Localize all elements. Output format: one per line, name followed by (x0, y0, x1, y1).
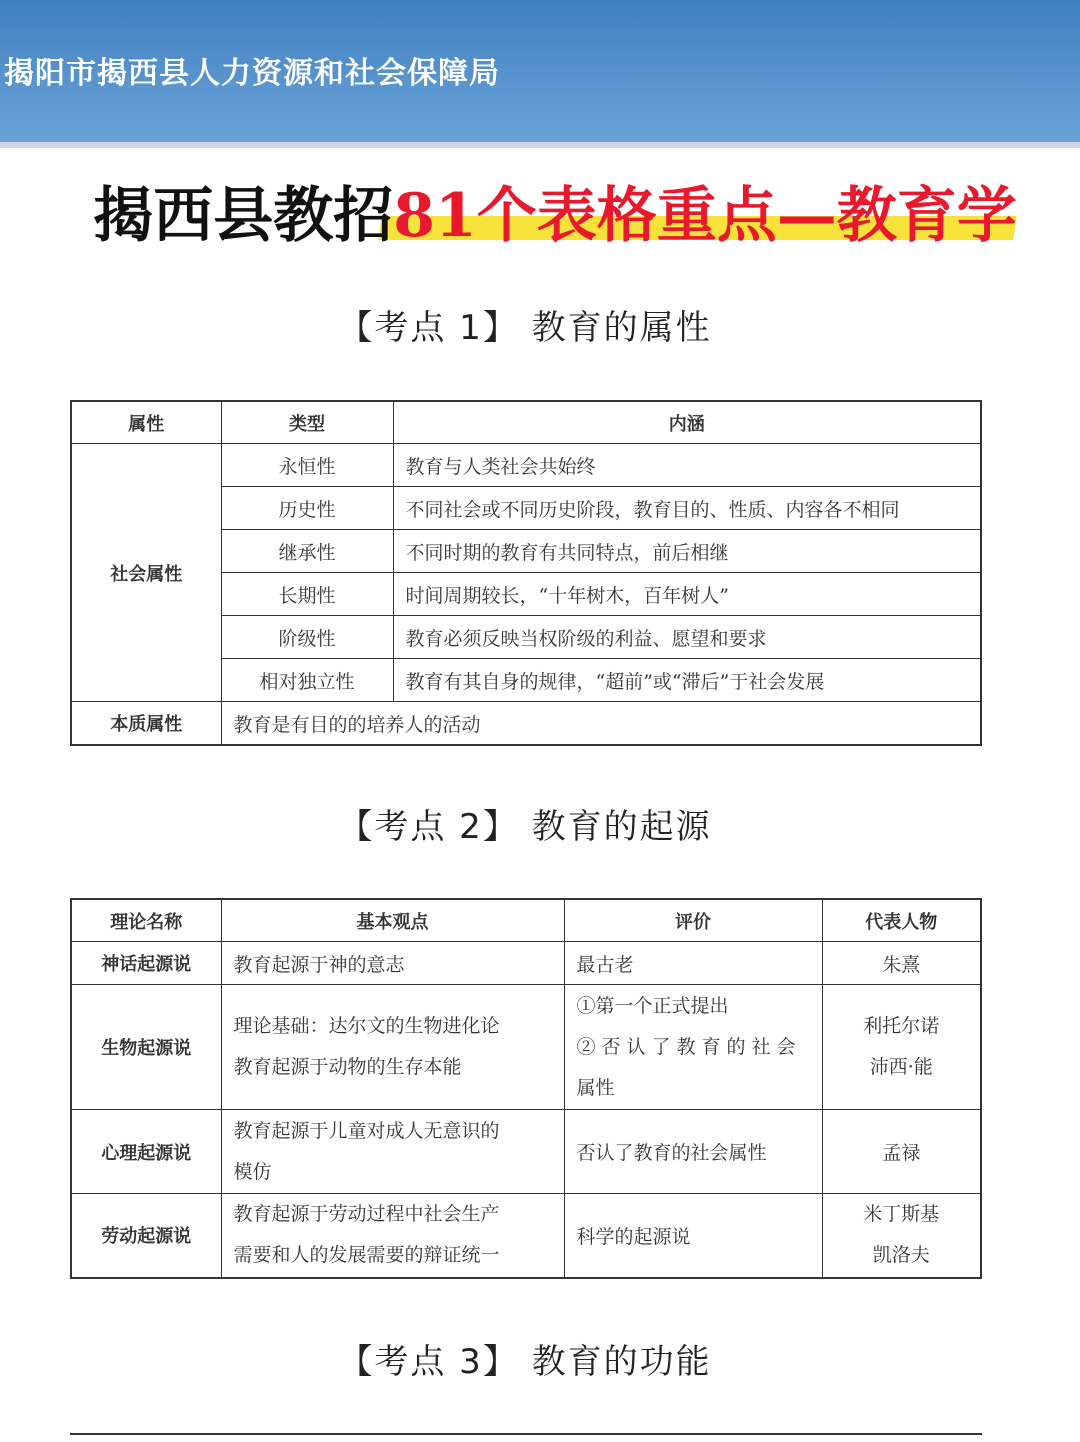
view-line: 教育起源于劳动过程中社会生产 (233, 1203, 500, 1226)
eval-cell: 否认了教育的社会属性 (564, 1110, 822, 1194)
col-header: 评价 (564, 899, 822, 942)
theory-name: 生物起源说 (71, 985, 221, 1110)
type-cell: 永恒性 (221, 444, 393, 487)
col-header: 类型 (221, 401, 393, 444)
col-header: 理论名称 (71, 899, 221, 942)
table-row (71, 702, 981, 746)
table-row (71, 444, 981, 487)
view-line: 需要和人的发展需要的辩证统一 (233, 1244, 500, 1267)
col-header: 属性 (71, 401, 221, 444)
section-title-1: 【考点 1】 教育的属性 (338, 308, 712, 348)
type-cell: 阶级性 (221, 616, 393, 659)
view-cell (221, 1110, 564, 1194)
type-cell: 长期性 (221, 573, 393, 616)
table-header-row (71, 401, 981, 444)
people-line: 利托尔诺 (863, 1015, 940, 1037)
people-cell: 孟禄 (822, 1110, 981, 1194)
header-bar (0, 0, 1080, 142)
type-cell: 历史性 (221, 487, 393, 530)
org-title: 揭阳市揭西县人力资源和社会保障局 (4, 56, 500, 91)
essence-content: 教育是有目的的培养人的活动 (221, 702, 981, 746)
view-cell: 教育起源于神的意志 (221, 942, 564, 985)
people-line: 凯洛夫 (872, 1244, 930, 1267)
group-label: 社会属性 (71, 444, 221, 702)
title-black-part: 揭西县教招 (93, 181, 394, 251)
table-row (71, 1110, 981, 1194)
eval-line: ①第一个正式提出 (576, 994, 729, 1017)
content-cell: 不同时期的教育有共同特点，前后相继 (393, 530, 981, 573)
people-cell (822, 985, 981, 1110)
people-cell (822, 1194, 981, 1278)
table3-top-edge (70, 1433, 982, 1442)
section-title-2: 【考点 2】 教育的起源 (338, 807, 712, 847)
view-line: 模仿 (233, 1160, 272, 1183)
section-title-3: 【考点 3】 教育的功能 (338, 1342, 712, 1382)
eval-line: 属性 (576, 1076, 615, 1099)
eval-cell: 最古老 (564, 942, 822, 985)
people-cell: 朱熹 (822, 942, 981, 985)
col-header: 基本观点 (221, 899, 564, 942)
theory-name: 心理起源说 (71, 1110, 221, 1194)
attributes-table (70, 400, 982, 746)
content-cell: 教育必须反映当权阶级的利益、愿望和要求 (393, 616, 981, 659)
eval-cell: 科学的起源说 (564, 1194, 822, 1278)
type-cell: 继承性 (221, 530, 393, 573)
people-line: 米丁斯基 (863, 1203, 940, 1226)
view-line: 教育起源于儿童对成人无意识的 (233, 1119, 500, 1142)
page-title (0, 168, 1080, 254)
eval-line: ②否认了教育的社会 (576, 1035, 802, 1058)
origin-table (70, 898, 982, 1279)
essence-label: 本质属性 (71, 702, 221, 746)
table-row (71, 1194, 981, 1278)
content-cell: 教育与人类社会共始终 (393, 444, 981, 487)
type-cell: 相对独立性 (221, 659, 393, 702)
content-cell: 教育有其自身的规律，“超前”或“滞后”于社会发展 (393, 659, 981, 702)
header-divider (0, 142, 1080, 148)
view-line: 教育起源于动物的生存本能 (233, 1056, 462, 1078)
col-header: 代表人物 (822, 899, 981, 942)
table-row (71, 942, 981, 985)
view-line: 理论基础：达尔文的生物进化论 (233, 1015, 500, 1037)
view-cell (221, 1194, 564, 1278)
content-cell: 时间周期较长，“十年树木，百年树人” (393, 573, 981, 616)
theory-name: 神话起源说 (71, 942, 221, 985)
title-red-part: 81个表格重点—教育学 (393, 181, 1017, 251)
col-header: 内涵 (393, 401, 981, 444)
content-cell: 不同社会或不同历史阶段，教育目的、性质、内容各不相同 (393, 487, 981, 530)
table-header-row (71, 899, 981, 942)
theory-name: 劳动起源说 (71, 1194, 221, 1278)
table-row (71, 985, 981, 1110)
eval-cell (564, 985, 822, 1110)
view-cell (221, 985, 564, 1110)
people-line: 沛西·能 (869, 1056, 933, 1078)
